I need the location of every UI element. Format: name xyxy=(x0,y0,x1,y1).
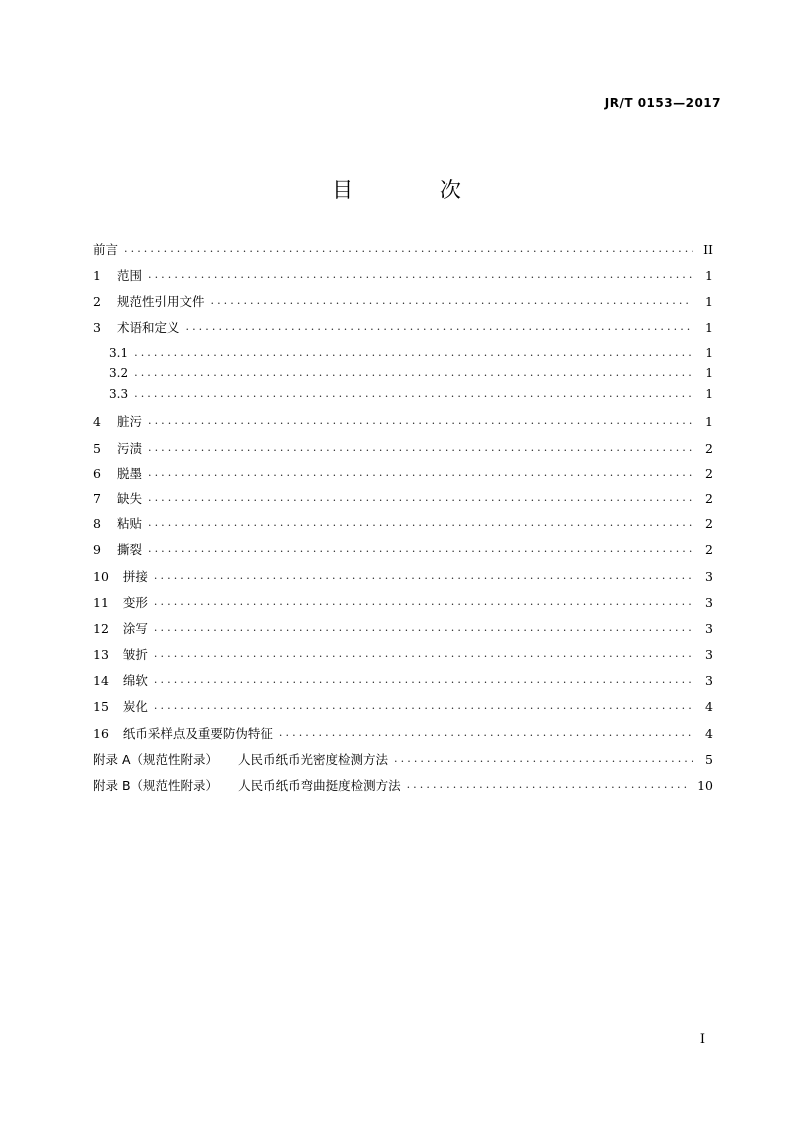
toc-entry-label: 脏污 xyxy=(116,414,142,429)
toc-leader-dots xyxy=(154,565,693,587)
toc-entry-page: 3 xyxy=(705,594,713,610)
toc-entry[interactable] xyxy=(93,316,713,338)
toc-entry-number: 3.3 xyxy=(109,387,129,401)
toc-entry-number: 2 xyxy=(93,293,101,309)
toc-entry[interactable] xyxy=(93,362,713,384)
toc-entry-page: 2 xyxy=(705,541,713,557)
toc-entry-page: 3 xyxy=(705,568,713,584)
toc-title: 目 次 xyxy=(332,178,501,202)
toc-entry-label: 范围 xyxy=(116,268,142,283)
toc-entry-label: 纸币采样点及重要防伪特征 xyxy=(122,726,273,741)
toc-entry-number: 1 xyxy=(93,267,101,283)
document-code: JR/T 0153—2017 xyxy=(604,96,721,110)
toc-entry-label: 污渍 xyxy=(116,441,142,456)
toc-entry-number: 4 xyxy=(93,413,101,429)
toc-leader-dots xyxy=(279,722,693,744)
toc-entry-page: 1 xyxy=(705,267,713,283)
toc-leader-dots xyxy=(154,591,693,613)
toc-leader-dots xyxy=(148,462,693,484)
toc-entry[interactable] xyxy=(93,774,713,796)
toc-entry-label: 涂写 xyxy=(122,621,148,636)
toc-entry-label: 变形 xyxy=(122,595,148,610)
toc-entry-page: 3 xyxy=(705,620,713,636)
toc-leader-dots xyxy=(148,410,693,432)
toc-entry[interactable] xyxy=(93,290,713,312)
toc-entry-number: 3.2 xyxy=(109,366,129,380)
toc-entry-label: 规范性引用文件 xyxy=(116,294,205,309)
toc-leader-dots xyxy=(134,342,693,364)
toc-leader-dots xyxy=(210,290,693,312)
toc-entry-page: 1 xyxy=(705,346,713,360)
toc-entry-page: 2 xyxy=(705,515,713,531)
toc-entry-page: 3 xyxy=(705,672,713,688)
toc-entry[interactable] xyxy=(93,722,713,744)
toc-leader-dots xyxy=(134,383,693,405)
toc-entry-label: 人民币纸币弯曲挺度检测方法 xyxy=(238,778,401,793)
toc-entry-page: 4 xyxy=(705,725,713,741)
toc-entry-number: 14 xyxy=(93,672,109,688)
toc-entry-number: 10 xyxy=(93,568,109,584)
toc-entry[interactable] xyxy=(93,748,713,770)
toc-entry-number: 13 xyxy=(93,646,109,662)
toc-entry-page: 10 xyxy=(697,777,713,793)
toc-entry-number: 6 xyxy=(93,465,101,481)
toc-entry[interactable] xyxy=(93,487,713,509)
toc-entry-page: 1 xyxy=(705,413,713,429)
toc-leader-dots xyxy=(154,669,693,691)
toc-entry-number: 12 xyxy=(93,620,109,636)
toc-entry-number: 11 xyxy=(93,594,109,610)
toc-entry-page: 2 xyxy=(705,490,713,506)
toc-entry[interactable] xyxy=(93,383,713,405)
toc-entry-number: 附录 A（规范性附录） xyxy=(93,752,219,767)
toc-leader-dots xyxy=(148,437,693,459)
toc-leader-dots xyxy=(154,643,693,665)
toc-entry[interactable] xyxy=(93,437,713,459)
toc-entry-number: 16 xyxy=(93,725,109,741)
toc-entry-label: 拼接 xyxy=(122,569,148,584)
toc-leader-dots xyxy=(148,487,693,509)
toc-leader-dots xyxy=(134,362,693,384)
toc-leader-dots xyxy=(148,264,693,286)
toc-entry-page: 5 xyxy=(705,751,713,767)
toc-entry[interactable] xyxy=(93,565,713,587)
toc-entry[interactable] xyxy=(93,669,713,691)
toc-entry-page: 1 xyxy=(705,293,713,309)
toc-entry[interactable] xyxy=(93,643,713,665)
toc-leader-dots xyxy=(185,316,693,338)
toc-entry-page: 3 xyxy=(705,646,713,662)
toc-entry[interactable] xyxy=(93,617,713,639)
toc-entry-label: 炭化 xyxy=(122,699,148,714)
toc-entry-label: 粘贴 xyxy=(116,516,142,531)
toc-entry-label: 人民币纸币光密度检测方法 xyxy=(238,752,389,767)
toc-leader-dots xyxy=(124,238,693,260)
toc-entry-page: 2 xyxy=(705,465,713,481)
toc-entry[interactable] xyxy=(93,342,713,364)
toc-entry[interactable] xyxy=(93,410,713,432)
toc-entry-number: 9 xyxy=(93,541,101,557)
toc-entry-page: II xyxy=(703,241,713,257)
toc-entry[interactable] xyxy=(93,462,713,484)
toc-entry-label: 缺失 xyxy=(116,491,142,506)
toc-entry-page: 1 xyxy=(705,319,713,335)
toc-entry-number: 5 xyxy=(93,440,101,456)
toc-entry-number: 8 xyxy=(93,515,101,531)
toc-entry-label: 脱墨 xyxy=(116,466,142,481)
page-number: I xyxy=(699,1032,705,1047)
toc-entry-number: 附录 B（规范性附录） xyxy=(93,778,219,793)
toc-entry[interactable] xyxy=(93,538,713,560)
toc-entry-page: 1 xyxy=(705,387,713,401)
toc-entry-label: 术语和定义 xyxy=(116,320,180,335)
toc-entry-number: 15 xyxy=(93,698,109,714)
toc-leader-dots xyxy=(407,774,692,796)
toc-entry-page: 2 xyxy=(705,440,713,456)
toc-leader-dots xyxy=(154,617,693,639)
toc-entry-label: 前言 xyxy=(93,242,119,257)
toc-leader-dots xyxy=(154,695,693,717)
toc-entry-page: 1 xyxy=(705,366,713,380)
toc-leader-dots xyxy=(148,538,693,560)
toc-entry-page: 4 xyxy=(705,698,713,714)
toc-entry[interactable] xyxy=(93,591,713,613)
toc-leader-dots xyxy=(394,748,693,770)
toc-entry-label: 皱折 xyxy=(122,647,148,662)
toc-entry-number: 7 xyxy=(93,490,101,506)
toc-entry[interactable] xyxy=(93,695,713,717)
toc-entry-label: 绵软 xyxy=(122,673,148,688)
toc-entry[interactable] xyxy=(93,238,713,260)
toc-entry[interactable] xyxy=(93,264,713,286)
toc-leader-dots xyxy=(148,512,693,534)
toc-entry-number: 3.1 xyxy=(109,346,129,360)
toc-entry-number: 3 xyxy=(93,319,101,335)
toc-entry[interactable] xyxy=(93,512,713,534)
toc-entry-label: 撕裂 xyxy=(116,542,142,557)
